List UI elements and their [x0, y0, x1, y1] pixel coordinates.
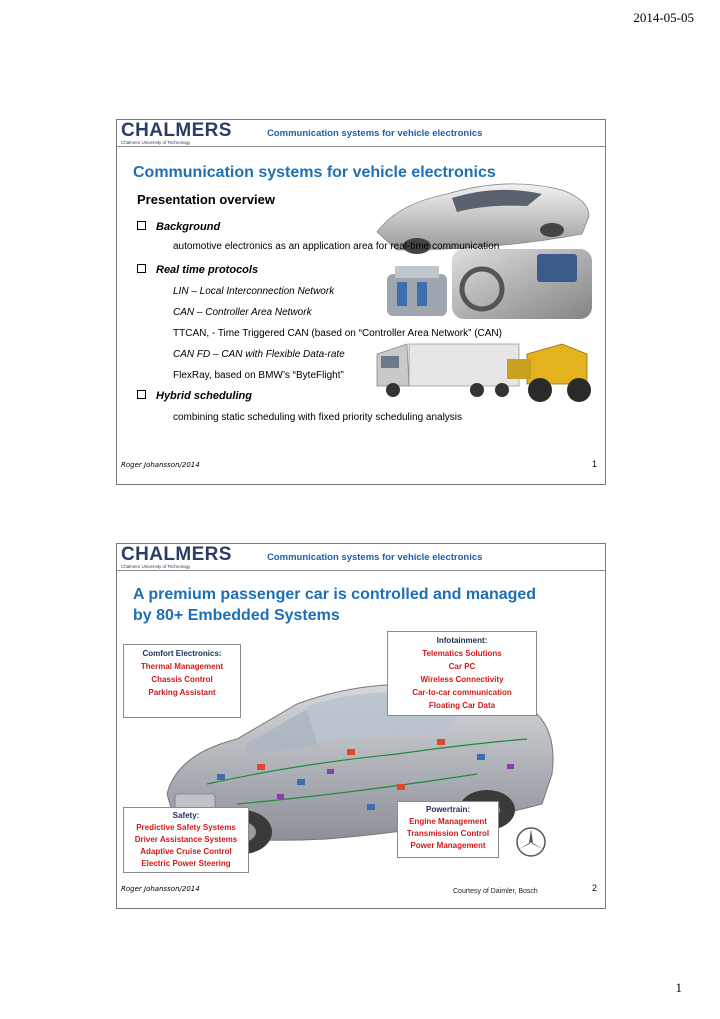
box-heading: Comfort Electronics: — [142, 649, 222, 658]
box-item: Telematics Solutions — [422, 649, 502, 658]
bullet-heading: Background — [156, 221, 221, 233]
page-number: 1 — [675, 980, 682, 995]
slide-number: 2 — [591, 883, 597, 893]
slide-1 — [116, 119, 606, 485]
slide-title: Communication systems for vehicle electronics — [133, 164, 496, 181]
checkbox-bullet-icon — [137, 390, 146, 399]
box-item: Electric Power Steering — [141, 859, 231, 868]
bullet-background — [137, 221, 220, 233]
bullet-item: combining static scheduling with fixed priority scheduling analysis — [173, 412, 463, 423]
box-item: Parking Assistant — [148, 688, 216, 697]
checkbox-bullet-icon — [137, 264, 146, 273]
header-divider — [117, 146, 605, 147]
box-heading: Powertrain: — [425, 805, 470, 814]
bullet-hybrid-scheduling — [137, 390, 252, 402]
safety-box — [123, 807, 249, 873]
bullet-real-time-protocols — [137, 264, 258, 276]
box-item: Chassis Control — [151, 675, 213, 684]
courtesy-note: Courtesy of Daimler, Bosch — [453, 888, 538, 895]
slide-header — [117, 544, 605, 570]
box-item: Driver Assistance Systems — [134, 835, 238, 844]
page-date: 2014-05-05 — [633, 10, 694, 25]
slide-footer: Roger Johansson/2014 — [121, 461, 200, 469]
header-divider — [117, 570, 605, 571]
box-item: Floating Car Data — [428, 701, 496, 710]
bullet-heading: Hybrid scheduling — [156, 390, 252, 402]
box-item: Thermal Management — [140, 662, 224, 671]
bullet-item: CAN – Controller Area Network — [173, 307, 312, 318]
box-item: Car PC — [448, 662, 476, 671]
box-item: Engine Management — [409, 817, 487, 826]
mercedes-star-logo — [515, 826, 547, 858]
box-item: Adaptive Cruise Control — [140, 847, 232, 856]
logo-subtext: Chalmers University of Technology — [121, 140, 191, 145]
bullet-heading: Real time protocols — [156, 264, 259, 276]
powertrain-box — [397, 801, 499, 858]
chalmers-logo — [121, 545, 263, 569]
box-item: Car-to-car communication — [412, 688, 512, 697]
box-item: Power Management — [410, 841, 486, 850]
slide-footer: Roger Johansson/2014 — [121, 885, 200, 893]
logo-text: CHALMERS — [121, 120, 232, 141]
bullet-item: LIN – Local Interconnection Network — [173, 286, 335, 297]
header-title: Communication systems for vehicle electronics — [267, 128, 483, 139]
comfort-electronics-box — [123, 644, 241, 718]
box-heading: Infotainment: — [436, 636, 488, 645]
vehicle-collage-illustration — [357, 154, 597, 424]
checkbox-bullet-icon — [137, 221, 146, 230]
infotainment-box — [387, 631, 537, 716]
slide-title: A premium passenger car is controlled and managed by 80+ Embedded Systems — [133, 586, 537, 624]
presentation-overview-heading: Presentation overview — [137, 192, 275, 207]
logo-subtext: Chalmers University of Technology — [121, 564, 191, 569]
chalmers-logo — [121, 121, 263, 145]
header-title: Communication systems for vehicle electronics — [267, 552, 483, 563]
slide-header — [117, 120, 605, 146]
box-heading: Safety: — [172, 811, 200, 820]
bullet-item: CAN FD – CAN with Flexible Data-rate — [173, 349, 345, 360]
bullet-item: FlexRay, based on BMW’s “ByteFlight” — [173, 370, 344, 381]
logo-text: CHALMERS — [121, 544, 232, 565]
slide-number: 1 — [591, 459, 597, 469]
slide-2 — [116, 543, 606, 909]
bullet-item: automotive electronics as an application area for real-time communication — [173, 241, 500, 252]
box-item: Wireless Connectivity — [420, 675, 504, 684]
box-item: Transmission Control — [406, 829, 490, 838]
box-item: Predictive Safety Systems — [136, 823, 236, 832]
bullet-item: TTCAN, - Time Triggered CAN (based on “Controller Area Network” (CAN) — [173, 328, 502, 339]
